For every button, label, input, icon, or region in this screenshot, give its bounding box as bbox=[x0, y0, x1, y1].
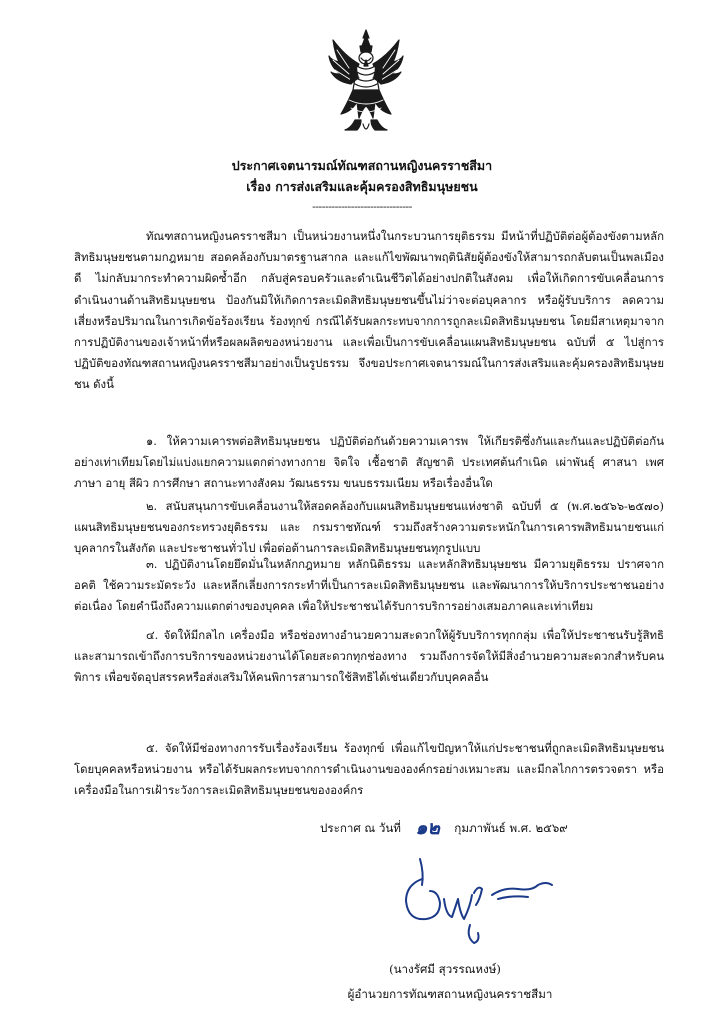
announce-day-handwritten: ๑๒ bbox=[415, 817, 440, 839]
announce-prefix: ประกาศ ณ วันที่ bbox=[320, 821, 401, 835]
intro-paragraph: ทัณฑสถานหญิงนครราชสีมา เป็นหน่วยงานหนึ่งในกระบวนการยุติธรรม มีหน้าที่ปฏิบัติต่อผู้ต้องขังตามหลักสิทธิมนุษยชนตามกฎหมาย สอดคล้องกับมาตรฐานสากล และแก้ไขพัฒนาพฤตินิสัยผู้ต้องขังให้สามารถกลับตนเป็นพลเมืองดี ไม่กลับมากระทำความผิดซ้ำอีก กลับสู่ครอบครัวและดำเนินชีวิตได้อย่างปกติในสังคม เพื่อให้เกิดการขับเคลื่อนการดำเนินงานด้านสิทธิมนุษยชน ป้องกันมิให้เกิดการละเมิดสิทธิมนุษยชนขึ้นไม่ว่าจะต่อบุคลากร หรือผู้รับบริการ ลดความเสี่ยงหรือปริมาณในการเกิดข้อร้องเรียน ร้องทุกข์ กรณีได้รับผลกระทบจากการถูกละเมิดสิทธิมนุษยชน โดยมีสาเหตุมาจากการปฏิบัติงานของเจ้าหน้าที่หรือผลผลิตของหน่วยงาน และเพื่อเป็นการขับเคลื่อนแผนสิทธิมนุษยชน ฉบับที่ ๕ ไปสู่การปฏิบัติของทัณฑสถานหญิงนครราชสีมาอย่างเป็นรูปธรรม จึงขอประกาศเจตนารมณ์ในการส่งเสริมและคุ้มครองสิทธิมนุษยชน ดังนี้ bbox=[74, 229, 664, 392]
signer-position: ผู้อำนวยการทัณฑสถานหญิงนครราชสีมา bbox=[347, 987, 553, 1001]
announcement-date bbox=[320, 815, 568, 839]
item-4-paragraph: ๔. จัดให้มีกลไก เครื่องมือ หรือช่องทางอำนวยความสะดวกให้ผู้รับบริการทุกกลุ่ม เพื่อให้ประชาชนรับรู้สิทธิและสามารถเข้าถึงการบริการของหน่วยงานได้โดยสะดวกทุกช่องทาง รวมถึงการจัดให้มีสิ่งอำนวยความสะดวกสำหรับคนพิการ เพื่อขจัดอุปสรรคหรือส่งเสริมให้คนพิการสามารถใช้สิทธิได้เช่นเดียวกับบุคคลอื่น bbox=[74, 628, 664, 685]
item-2-paragraph: ๒. สนับสนุนการขับเคลื่อนงานให้สอดคล้องกับแผนสิทธิมนุษยชนแห่งชาติ ฉบับที่ ๕ (พ.ศ.๒๕๖๖-๒๕๗๐) แผนสิทธิมนุษยชนของกระทรวงยุติธรรม และ กรมราชทัณฑ์ รวมถึงสร้างความตระหนักในการเคารพสิทธิมนายชนแก่บุคลากรในสังกัด และประชาชนทั่วไป เพื่อต่อต้านการละเมิดสิทธิมนุษยชนทุกรูปแบบ bbox=[74, 499, 664, 556]
announcement-subject: เรื่อง การส่งเสริมและคุ้มครองสิทธิมนุษยชน bbox=[246, 179, 478, 194]
announce-month-year: กุมภาพันธ์ พ.ศ. ๒๕๖๙ bbox=[454, 821, 568, 835]
item-5-paragraph: ๕. จัดให้มีช่องทางการรับเรื่องร้องเรียน ร้องทุกข์ เพื่อแก้ไขปัญหาให้แก่ประชาชนที่ถูกละเมิดสิทธิมนุษยชนโดยบุคคลหรือหน่วยงาน หรือได้รับผลกระทบจากการดำเนินงานขององค์กรอย่างเหมาะสม และมีกลไกการตรวจตรา หรือเครื่องมือในการเฝ้าระวังการละเมิดสิทธิมนุษยชนขององค์กร bbox=[74, 741, 664, 798]
garuda-emblem-icon bbox=[327, 28, 405, 136]
signer-name: (นางรัศมี สุวรรณหงษ์) bbox=[389, 962, 501, 976]
handwritten-signature bbox=[400, 855, 560, 950]
title-divider: ------------------------------- bbox=[312, 200, 412, 213]
announcement-title: ประกาศเจตนารมณ์ทัณฑสถานหญิงนครราชสีมา bbox=[231, 158, 493, 173]
item-1-paragraph: ๑. ให้ความเคารพต่อสิทธิมนุษยชน ปฏิบัติต่อกันด้วยความเคารพ ให้เกียรติซึ่งกันและกันและปฏิบัติต่อกันอย่างเท่าเทียมโดยไม่แบ่งแยกความแตกต่างทางกาย จิตใจ เชื้อชาติ สัญชาติ ประเทศต้นกำเนิด เผ่าพันธุ์ ศาสนา เพศ ภาษา อายุ สีผิว การศึกษา สถานะทางสังคม วัฒนธรรม ขนบธรรมเนียม หรือเรื่องอื่นใด bbox=[74, 434, 664, 491]
item-3-paragraph: ๓. ปฏิบัติงานโดยยึดมั่นในหลักกฎหมาย หลักนิติธรรม และหลักสิทธิมนุษยชน มีความยุติธรรม ปราศจากอคติ ใช้ความระมัดระวัง และหลีกเลี่ยงการกระทำที่เป็นการละเมิดสิทธิมนุษยชน และพัฒนาการให้บริการประชาชนอย่างต่อเนื่อง โดยคำนึงถึงความแตกต่างของบุคคล เพื่อให้ประชาชนได้รับการบริการอย่างเสมอภาคและเท่าเทียม bbox=[74, 557, 664, 614]
